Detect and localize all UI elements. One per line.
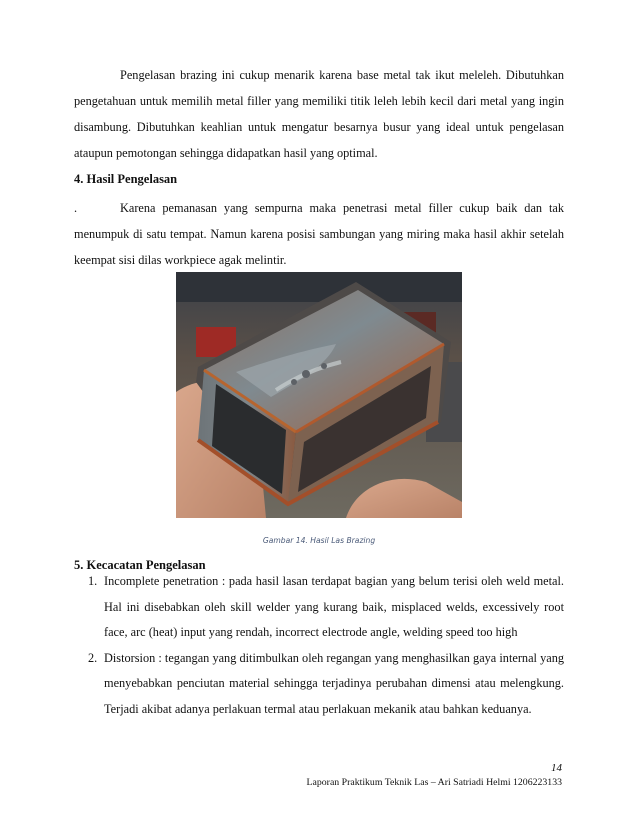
figure-caption: Gambar 14. Hasil Las Brazing (262, 536, 376, 545)
list-item-text: Incomplete penetration : pada hasil lasan terdapat bagian yang belum terisi oleh weld metal. Hal ini disebabkan oleh skill welder yang kurang baik, misplaced welds, excessively root face, arc (heat) input yang rendah, incorrect electrode angle, welding speed too high (104, 574, 564, 639)
list-item (88, 646, 564, 723)
paragraph-bullet: . (74, 201, 78, 215)
intro-paragraph (74, 62, 564, 166)
page-number: 14 (551, 762, 562, 774)
welded-workpiece-photo (176, 272, 462, 518)
section-5-heading: 5. Kecacatan Pengelasan (74, 558, 206, 572)
section-4-heading: 4. Hasil Pengelasan (74, 172, 178, 186)
page-footer: Laporan Praktikum Teknik Las – Ari Satriadi Helmi 1206223133 (306, 777, 562, 788)
defect-list (88, 569, 564, 722)
list-item (88, 569, 564, 646)
list-item-text: Distorsion : tegangan yang ditimbulkan oleh regangan yang menghasilkan gaya internal yang menyebabkan penciutan material sehingga terjadinya perubahan dimensi atau melengkung. Terjadi akibat adanya perlakuan termal atau perlakuan mekanik atau bahkan keduanya. (104, 650, 564, 716)
section-4-text: Karena pemanasan yang sempurna maka penetrasi metal filler cukup baik dan tak menumpuk di satu tempat. Namun karena posisi sambungan yang miring maka hasil akhir setelah keempat sisi dilas workpiece agak melintir. (74, 201, 564, 267)
list-item-number: 2. (88, 650, 98, 665)
list-item-number: 1. (88, 574, 98, 588)
section-4-paragraph (74, 195, 564, 273)
intro-text: Pengelasan brazing ini cukup menarik karena base metal tak ikut meleleh. Dibutuhkan pengetahuan untuk memilih metal filler yang memiliki titik leleh lebih kecil dari metal yang ingin disambung. Dibutuhkan keahlian untuk mengatur besarnya busur yang ideal untuk pengelasan ataupun pemotongan sehingga didapatkan hasil yang optimal. (74, 68, 564, 160)
